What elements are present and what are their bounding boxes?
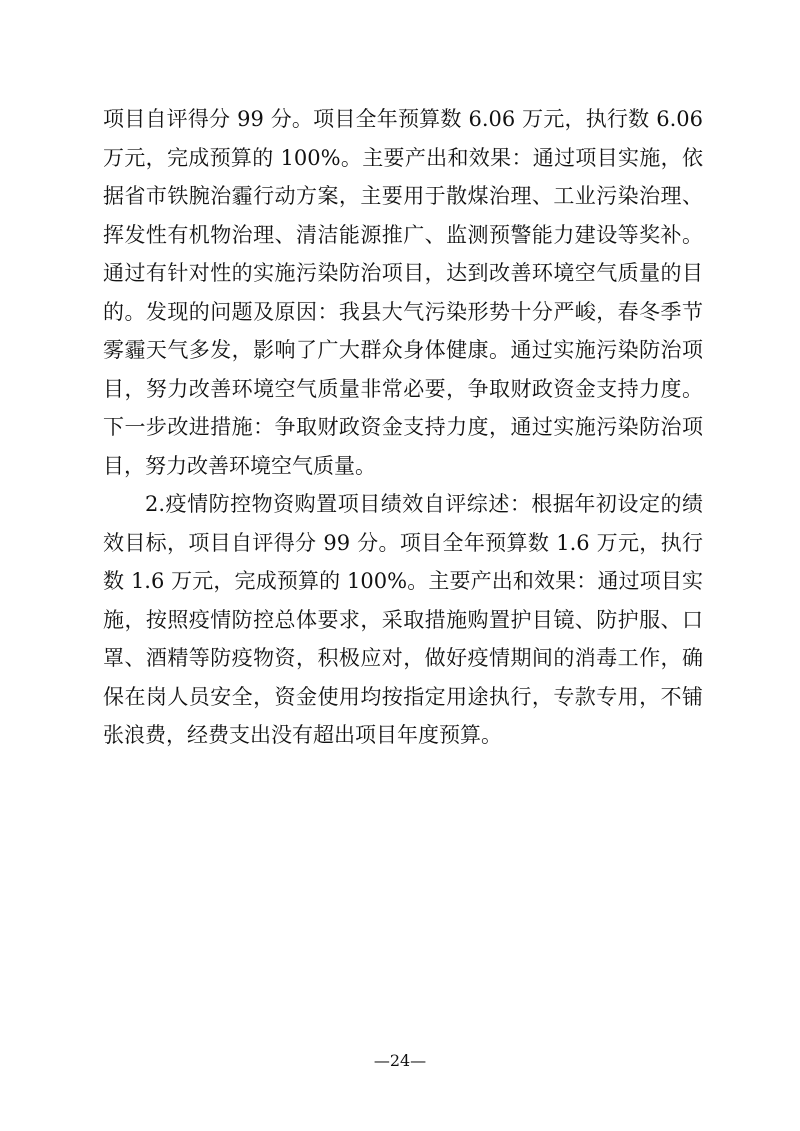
text-line: 的。发现的问题及原因：我县大气污染形势十分严峻，春冬季节 bbox=[103, 299, 703, 324]
text-line: 雾霾天气多发，影响了广大群众身体健康。通过实施污染防治项 bbox=[103, 338, 703, 362]
text-line: 施，按照疫情防控总体要求，采取措施购置护目镜、防护服、口 bbox=[103, 607, 703, 632]
text-line: 张浪费，经费支出没有超出项目年度预算。 bbox=[103, 723, 502, 747]
text-line: 效目标，项目自评得分 99 分。项目全年预算数 1.6 万元，执行 bbox=[103, 530, 703, 555]
text-line: 罩、酒精等防疫物资，积极应对，做好疫情期间的消毒工作，确 bbox=[103, 646, 703, 670]
text-line: 挥发性有机物治理、清洁能源推广、监测预警能力建设等奖补。 bbox=[103, 222, 703, 247]
text-line: 保在岗人员安全，资金使用均按指定用途执行，专款专用，不铺 bbox=[103, 684, 703, 709]
text-line: 2.疫情防控物资购置项目绩效自评综述：根据年初设定的绩 bbox=[145, 492, 703, 516]
text-line: 下一步改进措施：争取财政资金支持力度，通过实施污染防治项 bbox=[103, 415, 703, 439]
text-line: 万元，完成预算的 100%。主要产出和效果：通过项目实施，依 bbox=[103, 145, 703, 170]
text-line: 通过有针对性的实施污染防治项目，达到改善环境空气质量的目 bbox=[103, 261, 703, 285]
text-line: 目，努力改善环境空气质量。 bbox=[103, 453, 376, 478]
page-number: —24— bbox=[373, 1051, 427, 1070]
body-text bbox=[103, 100, 703, 755]
text-line: 项目自评得分 99 分。项目全年预算数 6.06 万元，执行数 6.06 bbox=[103, 107, 703, 131]
text-line: 目，努力改善环境空气质量非常必要，争取财政资金支持力度。 bbox=[103, 376, 703, 401]
text-line: 据省市铁腕治霾行动方案，主要用于散煤治理、工业污染治理、 bbox=[103, 184, 703, 208]
text-line: 数 1.6 万元，完成预算的 100%。主要产出和效果：通过项目实 bbox=[103, 569, 703, 593]
